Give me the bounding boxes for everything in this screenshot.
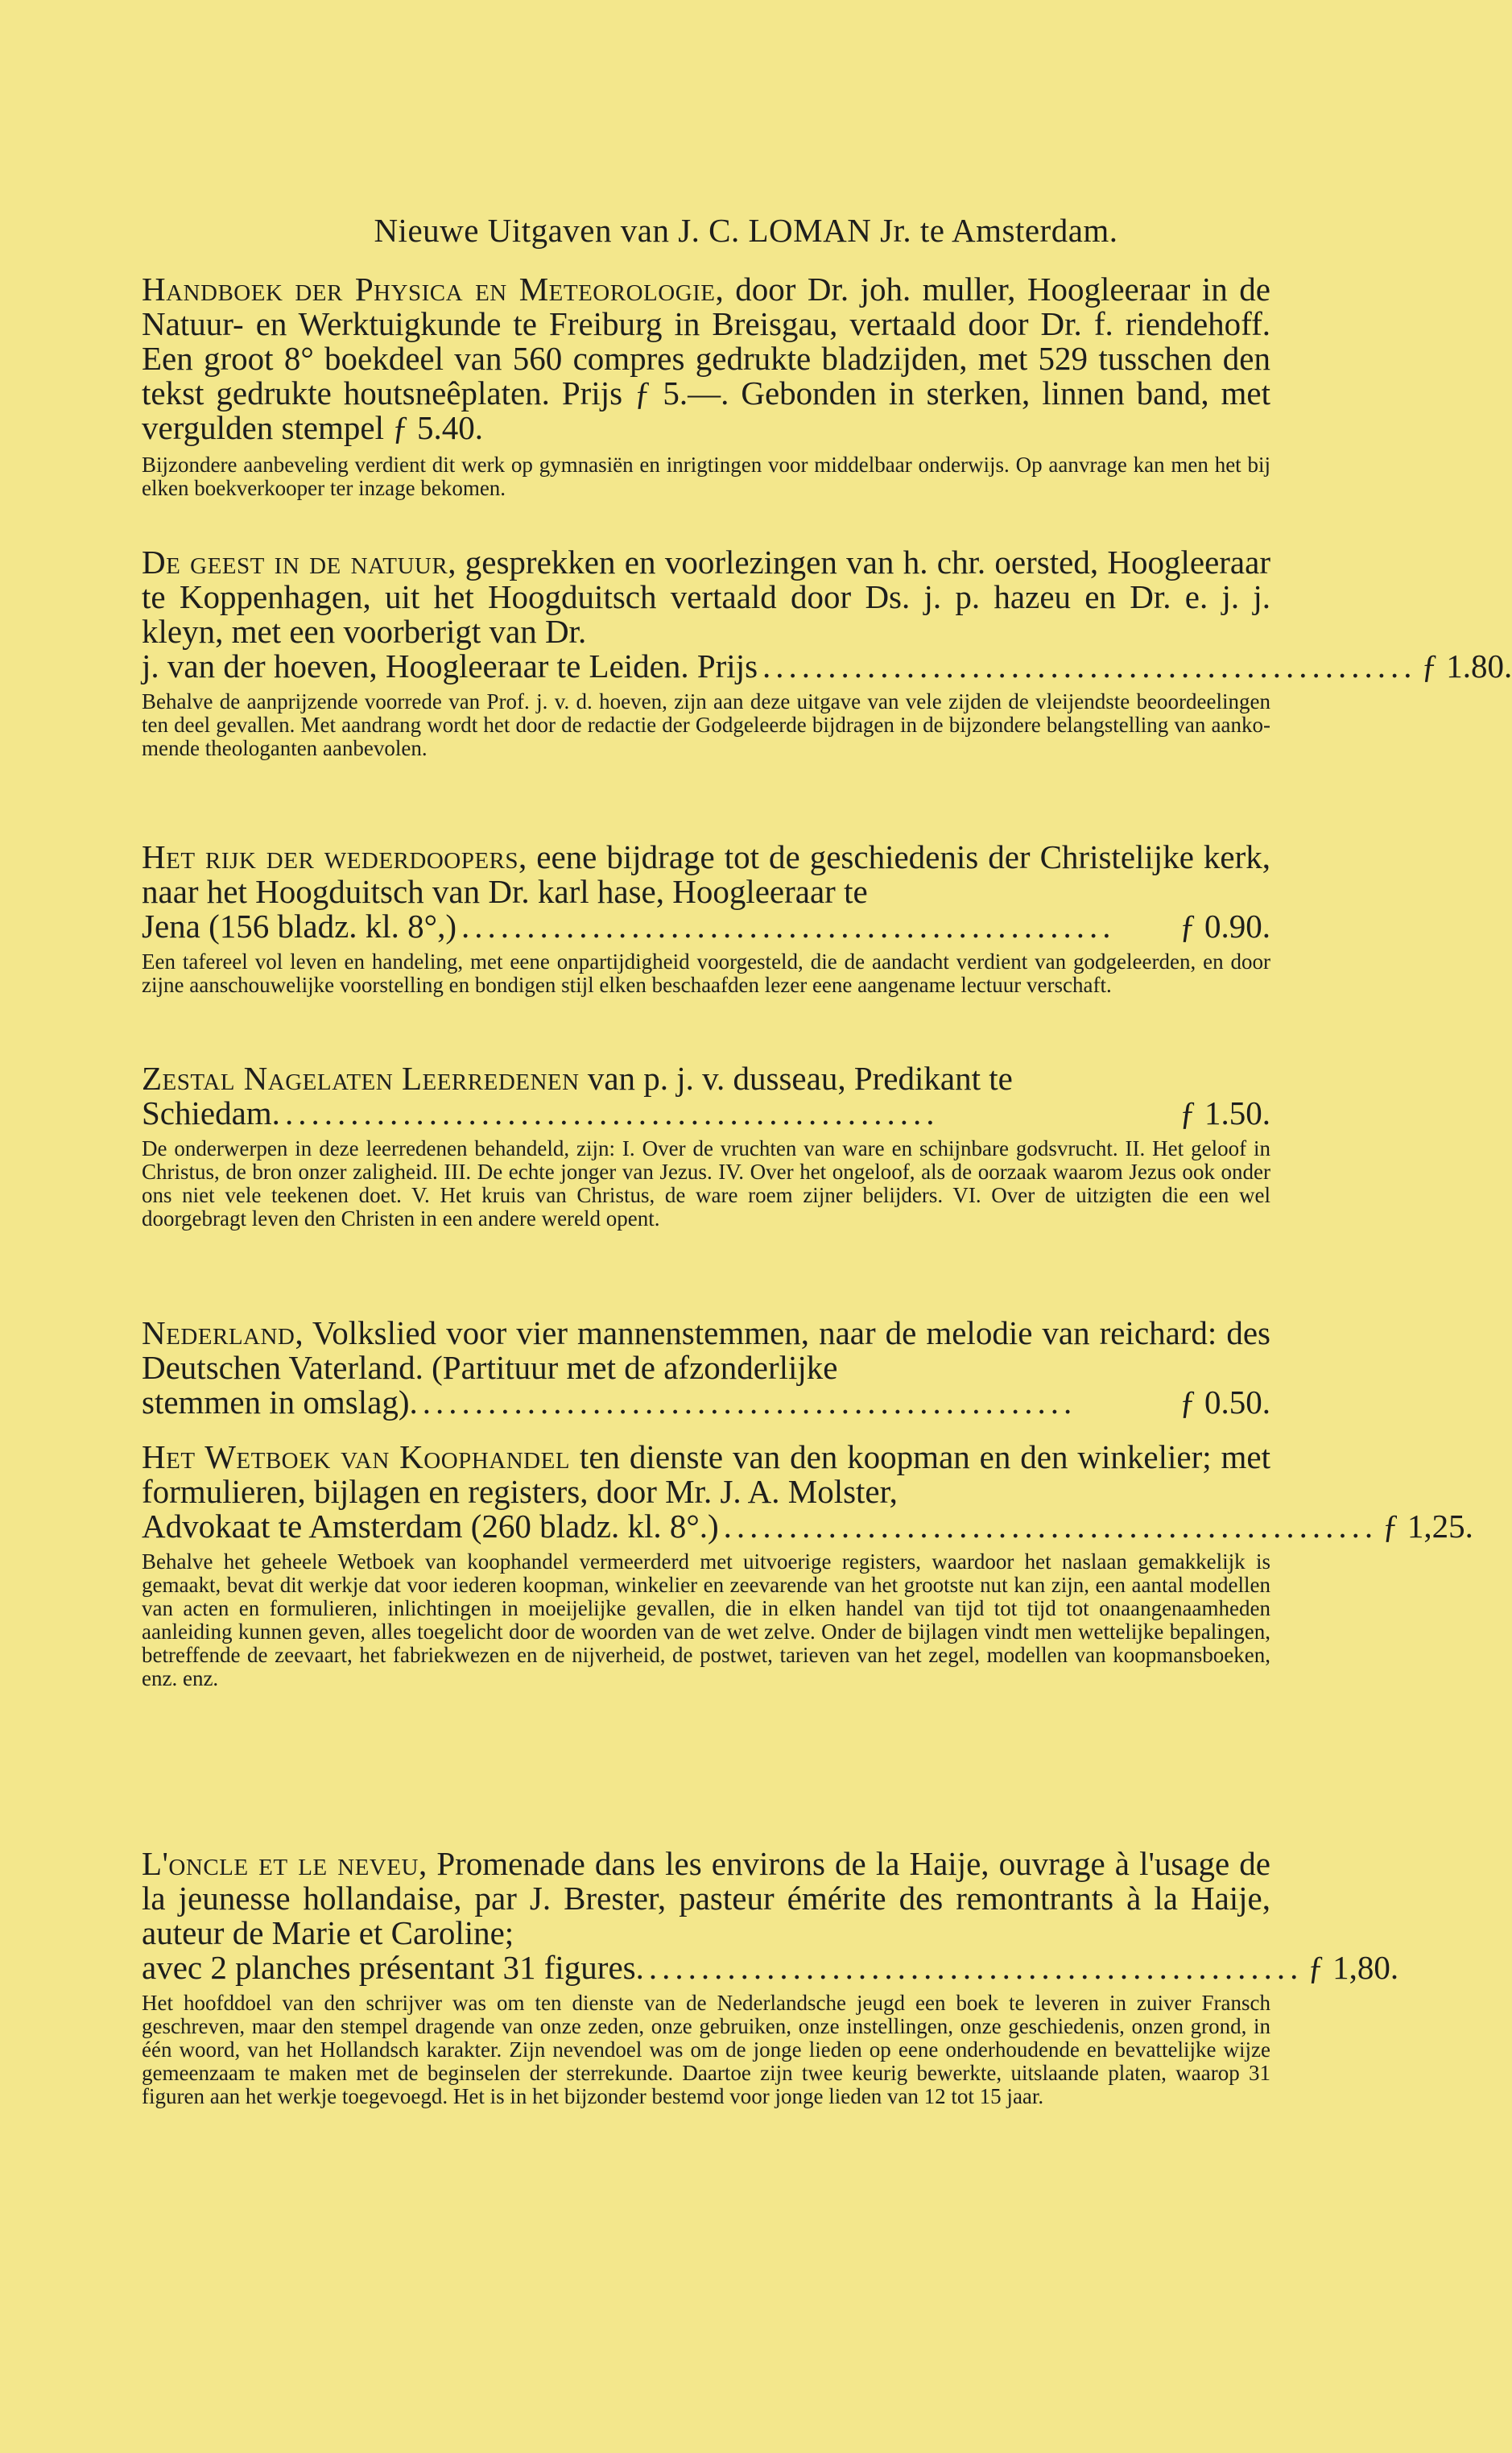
- price-line-text: Advokaat te Amsterdam (260 bladz. kl. 8°.): [142, 1508, 719, 1545]
- leader-dots: ..................................................: [723, 1508, 1378, 1545]
- entry-title-main: , gesprekken en voorlezingen van h. chr. oersted, Hoogleeraar te Koppenhagen, uit het Hoogduitsch vertaald door Ds. j. p. hazeu en Dr. e. j. j. kleyn, met een voorberigt van Dr.: [142, 544, 1270, 650]
- leader-dots: ..................................................: [422, 1384, 1077, 1421]
- entry-description: Behalve het geheele Wetboek van koophandel vermeerderd met uitvoerige registers, waardoor het naslaan gemakkelijk is gemaakt, bevat dit werkje dat voor iederen koopman, winkelier en zeevarende van het grootste nut kan zijn, een aantal modellen van acten en formulieren, inlichtingen in moeijelijke gevallen, die in elken handel van tijd tot tijd tot onaangenaamheden aanleiding kunnen geven, alles toegelicht door de woorden van de wet zelve. Onder de bijlagen vindt men wettelijke bepalingen, betreffende de zeevaart, het fabriekwezen en de nijverheid, de postwet, tarieven van het zegel, modellen van koopmansboeken, enz. enz.: [142, 1549, 1270, 1690]
- entry-description: De onderwerpen in deze leerredenen behandeld, zijn: I. Over de vruchten van ware en schijnbare godsvrucht. II. Het geloof in Christus, de bron onzer zaligheid. III. De echte jonger van Jezus. IV. Over het ongeloof, als de oorzaak waarom Jezus ook onder ons niet vele teekenen doet. V. Het kruis van Christus, de ware roem zijner belijders. VI. Over de uitzigten die een wel doorgebragt leven den Christen in een andere wereld opent.: [142, 1136, 1270, 1231]
- book-entry: [142, 1845, 1399, 2108]
- entry-title-main: ten dienste van den koopman en den winkelier; met formulieren, bijlagen en registers, door Mr. J. A. Molster,: [142, 1438, 1270, 1510]
- leader-dots: ..................................................: [648, 1949, 1303, 1986]
- entry-title: [142, 1845, 1399, 1986]
- leader-dots: ..................................................: [762, 647, 1417, 685]
- entry-title-main: van p. j. v. dusseau, Predikant te: [579, 1060, 1013, 1097]
- entry-description: Behalve de aanprijzende voorrede van Prof. j. v. d. hoeven, zijn aan deze uitgave van vele zijden de vleijendste beoordeelingen ten deel gevallen. Met aandrang wordt het door de redactie der Godgeleerde bijdragen in de bijzondere belangstelling van aankomende theologanten aanbevolen.: [142, 689, 1270, 760]
- price-line: [142, 647, 1512, 685]
- entry-title: [142, 840, 1270, 944]
- entry-description: Bijzondere aanbeveling verdient dit werk op gymnasiën en inrigtingen voor middelbaar onderwijs. Op aanvrage kan men het bij elken boekverkooper ter inzage bekomen.: [142, 453, 1270, 500]
- entry-title-lead: Handboek der Physica en Meteorologie: [142, 271, 716, 308]
- price-line-text: avec 2 planches présentant 31 figures.: [142, 1949, 644, 1986]
- entry-title-lead: Nederland: [142, 1314, 295, 1351]
- book-entry: [142, 1316, 1270, 1420]
- price-line-text: j. van der hoeven, Hoogleeraar te Leiden. Prijs: [142, 647, 758, 685]
- book-entry: [142, 272, 1270, 500]
- entry-description: Een tafereel vol leven en handeling, met eene onpartijdigheid voorgesteld, die de aandacht verdient van godgeleerden, en door zijne aanschouwelijke voorstelling en bondigen stijl elken beschaafden lezer eene aangename lectuur verschaft.: [142, 949, 1270, 997]
- price-line: [142, 1385, 1270, 1420]
- entry-title-lead: L'oncle et le neveu: [142, 1845, 419, 1882]
- book-entry: [142, 544, 1512, 760]
- book-entry: [142, 840, 1270, 997]
- price-line: [142, 1508, 1473, 1545]
- price: ƒ 1,80.: [1308, 1949, 1399, 1986]
- entry-title: [142, 1061, 1270, 1131]
- price-line: [142, 1096, 1270, 1131]
- price-line-text: Jena (156 bladz. kl. 8°,): [142, 908, 456, 945]
- entry-title: [142, 1316, 1270, 1420]
- leader-dots: ..................................................: [461, 908, 1116, 945]
- price: ƒ 1.80.: [1421, 647, 1512, 685]
- price-line: [142, 1949, 1399, 1986]
- price: ƒ 1,25.: [1382, 1508, 1473, 1545]
- entry-title-lead: Zestal Nagelaten Leerredenen: [142, 1060, 580, 1097]
- price: ƒ 1.50.: [1179, 1094, 1270, 1131]
- entry-title-main: , eene bijdrage tot de geschiedenis der Christelijke kerk, naar het Hoogduitsch van Dr. karl hase, Hoogleeraar te: [142, 838, 1270, 910]
- entry-title: [142, 272, 1270, 445]
- entry-title-main: , Volkslied voor vier mannenstemmen, naar de melodie van reichard: des Deutschen Vaterland. (Partituur met de afzonderlijke: [142, 1314, 1270, 1386]
- entry-title: [142, 1438, 1473, 1545]
- price: ƒ 0.90.: [1179, 908, 1270, 945]
- entry-title-main: , Promenade dans les environs de la Haije, ouvrage à l'usage de la jeunesse hollandaise, par J. Brester, pasteur émérite des remontrants à la Haije, auteur de Marie et Caroline;: [142, 1845, 1270, 1951]
- entry-title: [142, 544, 1512, 685]
- book-entry: [142, 1438, 1473, 1690]
- entry-title-lead: Het rijk der wederdoopers: [142, 838, 519, 875]
- book-entry: [142, 1061, 1270, 1231]
- entry-title-lead: De geest in de natuur: [142, 544, 448, 581]
- price-line-text: stemmen in omslag).: [142, 1384, 418, 1421]
- page-header: Nieuwe Uitgaven van J. C. LOMAN Jr. te Amsterdam.: [374, 212, 1118, 249]
- entry-title-main: , door Dr. joh. muller, Hoogleeraar in de Natuur- en Werktuigkunde te Freiburg in Breisgau, vertaald door Dr. f. riendehoff. Een groot 8° boekdeel van 560 compres gedrukte bladzijden, met 529 tusschen den tekst gedrukte houtsneêplaten. Prijs ƒ 5.—. Gebonden in sterken, linnen band, met vergulden stempel ƒ 5.40.: [142, 271, 1270, 446]
- price-line: [142, 909, 1270, 944]
- price: ƒ 0.50.: [1179, 1384, 1270, 1421]
- leader-dots: ..................................................: [284, 1094, 940, 1131]
- price-line-text: Schiedam.: [142, 1094, 280, 1131]
- entry-description: Het hoofddoel van den schrijver was om ten dienste van de Nederlandsche jeugd een boek te leveren in zuiver Fransch geschreven, maar den stempel dragende van onze zeden, onze gebruiken, onze instellingen, onze geschiedenis, onzen grond, in één woord, van het Hollandsch karakter. Zijn nevendoel was om de jonge lieden op eene onderhoudende en bevattelijke wijze gemeenzaam te maken met de beginselen der sterrekunde. Daartoe zijn twee keurig bewerkte, uitslaande platen, waarop 31 figuren aan het werkje toegevoegd. Het is in het bijzonder bestemd voor jonge lieden van 12 tot 15 jaar.: [142, 1991, 1270, 2108]
- entry-title-lead: Het Wetboek van Koophandel: [142, 1438, 571, 1475]
